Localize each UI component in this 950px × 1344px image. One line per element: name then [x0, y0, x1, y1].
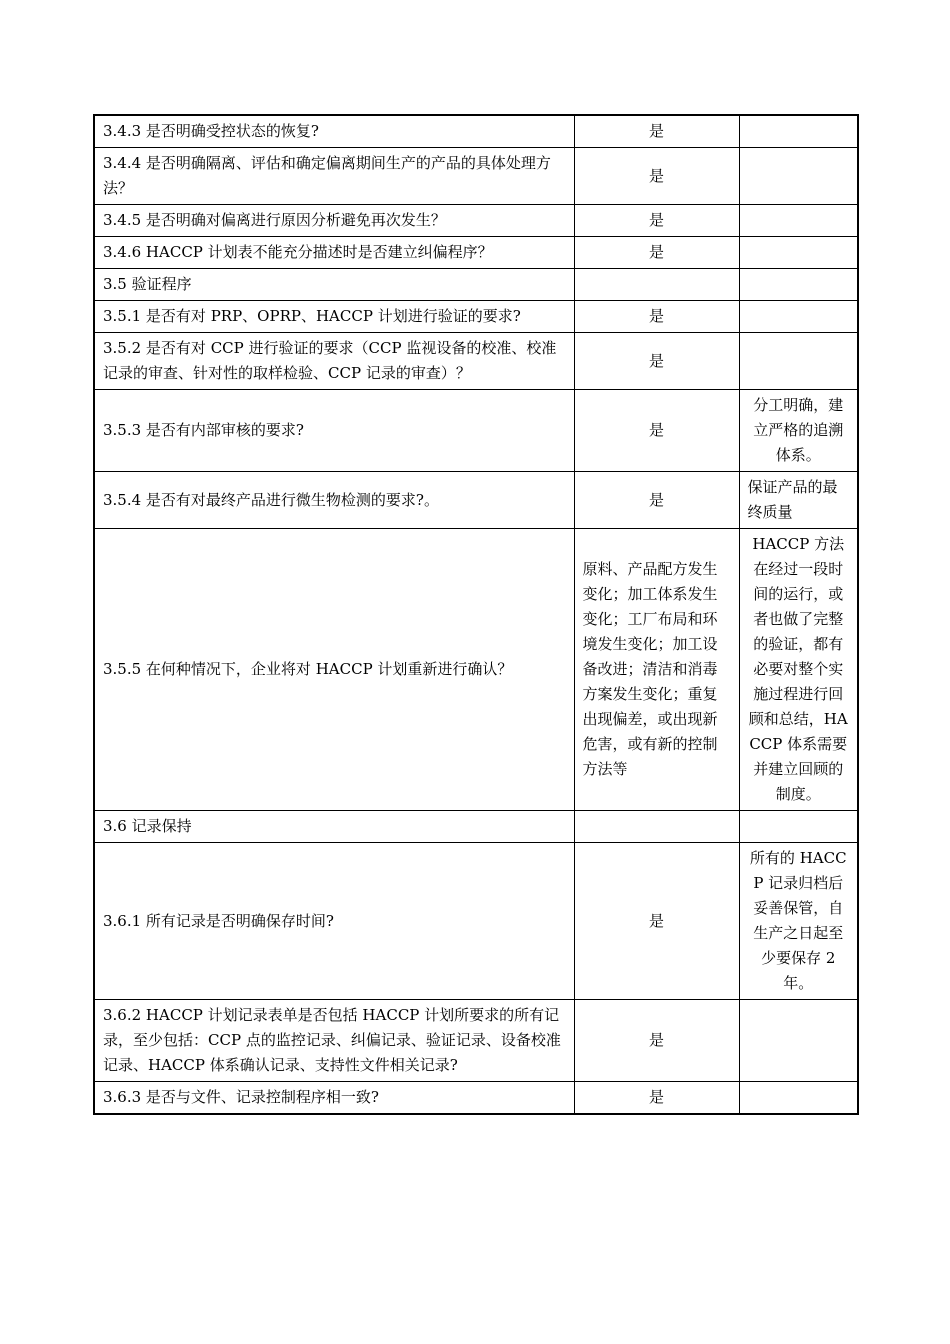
note-cell [739, 301, 858, 333]
note-cell: HACCP 方法在经过一段时间的运行，或者也做了完整的验证，都有必要对整个实施过程进行回顾和总结，HACCP 体系需要并建立回顾的制度。 [739, 529, 858, 811]
question-cell: 3.5.4 是否有对最终产品进行微生物检测的要求?。 [94, 472, 574, 529]
section-heading-cell: 3.6 记录保持 [94, 811, 574, 843]
table-row [94, 529, 858, 811]
question-cell: 3.4.6 HACCP 计划表不能充分描述时是否建立纠偏程序？ [94, 237, 574, 269]
question-cell: 3.5.1 是否有对 PRP、OPRP、HACCP 计划进行验证的要求? [94, 301, 574, 333]
answer-cell: 是 [574, 301, 739, 333]
table-row [94, 237, 858, 269]
question-cell: 3.6.3 是否与文件、记录控制程序相一致? [94, 1082, 574, 1115]
question-cell: 3.6.1 所有记录是否明确保存时间? [94, 843, 574, 1000]
table-row [94, 1000, 858, 1082]
note-cell [739, 1082, 858, 1115]
note-cell [739, 269, 858, 301]
answer-cell: 是 [574, 472, 739, 529]
answer-cell: 是 [574, 843, 739, 1000]
note-cell [739, 1000, 858, 1082]
answer-cell [574, 811, 739, 843]
table-row [94, 333, 858, 390]
note-cell: 保证产品的最终质量 [739, 472, 858, 529]
question-cell: 3.4.5 是否明确对偏离进行原因分析避免再次发生？ [94, 205, 574, 237]
answer-cell: 是 [574, 1000, 739, 1082]
question-cell: 3.4.4 是否明确隔离、评估和确定偏离期间生产的产品的具体处理方法？ [94, 148, 574, 205]
answer-cell: 原料、产品配方发生变化；加工体系发生变化；工厂布局和环境发生变化；加工设备改进；清洁和消毒方案发生变化；重复出现偏差，或出现新危害，或有新的控制方法等 [574, 529, 739, 811]
answer-cell: 是 [574, 115, 739, 148]
note-cell: 分工明确，建立严格的追溯体系。 [739, 390, 858, 472]
section-row [94, 269, 858, 301]
table-row [94, 301, 858, 333]
note-cell [739, 115, 858, 148]
table-row [94, 148, 858, 205]
question-cell: 3.5.2 是否有对 CCP 进行验证的要求（CCP 监视设备的校准、校准记录的审查、针对性的取样检验、CCP 记录的审查）？ [94, 333, 574, 390]
answer-cell: 是 [574, 148, 739, 205]
note-cell [739, 333, 858, 390]
table-row [94, 843, 858, 1000]
section-row [94, 811, 858, 843]
answer-cell: 是 [574, 333, 739, 390]
question-cell: 3.5.3 是否有内部审核的要求? [94, 390, 574, 472]
question-cell: 3.4.3 是否明确受控状态的恢复? [94, 115, 574, 148]
answer-cell: 是 [574, 205, 739, 237]
answer-cell: 是 [574, 237, 739, 269]
table-row [94, 115, 858, 148]
table-row [94, 472, 858, 529]
note-cell [739, 148, 858, 205]
section-heading-cell: 3.5 验证程序 [94, 269, 574, 301]
question-cell: 3.6.2 HACCP 计划记录表单是否包括 HACCP 计划所要求的所有记录，至少包括：CCP 点的监控记录、纠偏记录、验证记录、设备校准记录、HACCP 体系确认记录、支持性文件相关记录? [94, 1000, 574, 1082]
question-cell: 3.5.5 在何种情况下，企业将对 HACCP 计划重新进行确认？ [94, 529, 574, 811]
note-cell [739, 811, 858, 843]
answer-cell: 是 [574, 390, 739, 472]
note-cell [739, 237, 858, 269]
note-cell [739, 205, 858, 237]
answer-cell [574, 269, 739, 301]
table-row [94, 205, 858, 237]
answer-cell: 是 [574, 1082, 739, 1115]
checklist-table [93, 114, 859, 1115]
table-row [94, 1082, 858, 1115]
table-row [94, 390, 858, 472]
note-cell: 所有的 HACCP 记录归档后妥善保管，自生产之日起至少要保存 2 年。 [739, 843, 858, 1000]
